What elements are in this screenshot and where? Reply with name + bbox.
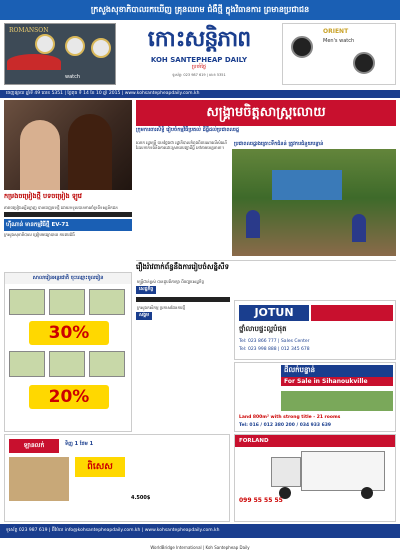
sale-info-2: Tel: 016 / 012 380 200 / 034 933 639 (239, 423, 332, 428)
main-headline[interactable]: សង្គ្រាមចិត្តសាស្ត្រលោយ (136, 100, 396, 126)
truck-header: FORLAND (235, 435, 396, 447)
footer-sub: WorldBridge International | Koh Santepheap Daily (0, 538, 400, 558)
land-photo (281, 391, 393, 411)
mid-text-2: ក្រសួងកសិកម្ម ប្រកាសផែនការថ្មី (137, 305, 186, 310)
footer-bar: ទូរស័ព្ទ 023 987 619 | អ៊ីម៉ែល info@kohsantepheapdaily.com.kh | www.kohsantepheapdaily.com.kh (0, 524, 400, 538)
shop-promo: ពិសេស (75, 457, 125, 477)
ad-land-sale[interactable] (234, 362, 396, 432)
kids-photo (9, 289, 45, 315)
jotun-khmer: ថ្នាំលាបផ្ទះល្អបំផុត (239, 325, 287, 333)
ad-jotun[interactable] (234, 300, 396, 360)
ad-sub-right: Men's watch (323, 38, 355, 44)
left-text-2: ក្រសួងសុខាភិបាល ត្រៀមមធ្យោបាយ ការពារជំងឺ (4, 232, 75, 237)
ad-truck[interactable] (234, 434, 396, 522)
person-figure (246, 210, 260, 238)
main-text-block: លោក រដ្ឋមន្ត្រី បានថ្លែងថា រដ្ឋាភិបាលកំពុងពិចារណាលើសំណើ ដែលទាក់ទងនឹងការដោះស្រាយបញ្ហាដីធ្លី នៅតាមខេត្តនានា។ (136, 140, 227, 150)
ad-left-label: watch (65, 74, 81, 80)
left-column (4, 100, 132, 237)
newspaper-logo[interactable] (124, 22, 274, 88)
second-headline[interactable]: រឿងរ៉ាវពាក់ព័ន្ធនឹងការរៀបចំសន្និសីទ (136, 260, 396, 272)
left-headline-1[interactable]: កម្រងចម្រៀងថ្មី បទចម្រៀង ឡូវេ (4, 190, 132, 204)
watch-icon (291, 36, 313, 58)
wheel-icon (361, 487, 373, 499)
mid-text-1: មន្ត្រីជាន់ខ្ពស់ បានជួបពិភាក្សា ពីបញ្ហាសេដ្ឋកិច្ច (137, 279, 204, 284)
tent-shape (272, 170, 342, 200)
divider (136, 297, 230, 302)
person-figure (352, 214, 366, 242)
sale-header: ដីលក់បន្ទាន់ (281, 365, 393, 377)
middle-stories (136, 278, 230, 432)
promo-20: 20% (29, 385, 109, 409)
main-sub-headline: ក្រុមការពារសិទ្ធិ រៀបចំកម្មវិធីប្រគល់ ដីធ្លីដល់ប្រជាពលរដ្ឋ (136, 127, 240, 133)
middle-column (136, 140, 228, 150)
person-man (68, 114, 112, 190)
ad-watch-right[interactable] (282, 23, 396, 85)
date-strip: ចេញផ្សាយ ឆ្នាំទី 49 លេខ 5351 | ថ្ងៃពុធ ទី 14 ខែ 10 ឆ្នាំ 2015 | www.kohsantepheapdaily.com.kh (0, 90, 400, 98)
kids-photo (89, 289, 125, 315)
photo-title: ប្រជាពលរដ្ឋរងគ្រោះទឹកជំនន់ ត្រូវការជំនួយបន្ទាន់ (232, 140, 396, 149)
shop-text: ទិញ 1 ថែម 1 (65, 441, 94, 447)
shop-logo: ឡានលក់ (9, 439, 59, 453)
ad-brand-left: ROMANSON (9, 27, 49, 34)
left-blue-headline[interactable]: ហ៊ីណាន់ មានកម្មវិធីថ្មី EV-71 (4, 219, 132, 231)
watch-icon (353, 52, 375, 74)
divider (4, 212, 132, 217)
umbrella-icon (7, 54, 61, 70)
masthead (0, 20, 400, 90)
logo-daily: ប្រចាំថ្ងៃ (191, 64, 207, 70)
mid-tag-2[interactable]: សង្គម (136, 312, 152, 320)
truck-cab (271, 457, 301, 487)
building-photo (9, 457, 69, 501)
ad-brand-right: ORIENT (323, 28, 349, 35)
jotun-tel-2: Tel: 023 998 888 | 012 345 678 (239, 347, 310, 352)
sale-info: Land 800m² with strong title - 21 rooms (239, 415, 341, 420)
watch-icon (35, 34, 55, 54)
jotun-tel-1: Tel: 023 866 777 | Sales Center (239, 339, 310, 344)
jotun-logo: JOTUN (239, 305, 309, 321)
shop-price: 4.500$ (131, 495, 151, 501)
kids-photo (89, 351, 125, 377)
kids-photo (9, 351, 45, 377)
promo-30: 30% (29, 321, 109, 345)
masthead-info: ទូរស័ព្ទ: 023 987 619 | លេខ 5351 (172, 73, 226, 77)
kids-photo (49, 289, 85, 315)
photo-couple[interactable] (4, 100, 132, 190)
photo-flood[interactable] (232, 140, 396, 256)
truck-phone[interactable]: 099 55 55 55 (239, 497, 283, 504)
left-text-1: តារាចម្រៀងល្បីល្បាញ បានចេញបទថ្មី ដោយទទួលបានការគាំទ្រពីទស្សនិកជន (4, 205, 118, 210)
ad-school[interactable] (4, 272, 132, 432)
banner-text: ក្រសួងសុខាភិបាលរកឃើញ គ្រុនឈាម ជំងឺថ្មី ក្នុងវិធានការ ព្រមានប្រជាជន (90, 5, 310, 14)
mid-tag-1[interactable]: សេដ្ឋកិច្ច (136, 286, 156, 294)
logo-khmer: កោះសន្តិភាព (147, 26, 251, 52)
school-header: សាលារៀនអន្តរជាតិ ចុះឈ្មោះចូលរៀន (5, 273, 131, 284)
logo-english: KOH SANTEPHEAP DAILY (150, 56, 248, 64)
jotun-brand-bar (311, 305, 393, 321)
watch-icon (91, 38, 111, 58)
ad-watch-left[interactable] (4, 23, 116, 85)
truck-box (301, 451, 385, 491)
person-woman (20, 120, 60, 190)
kids-photo (49, 351, 85, 377)
top-banner (0, 0, 400, 20)
watch-icon (65, 36, 85, 56)
sale-english: For Sale in Sihanoukville (281, 377, 393, 386)
ad-shop[interactable] (4, 434, 230, 522)
